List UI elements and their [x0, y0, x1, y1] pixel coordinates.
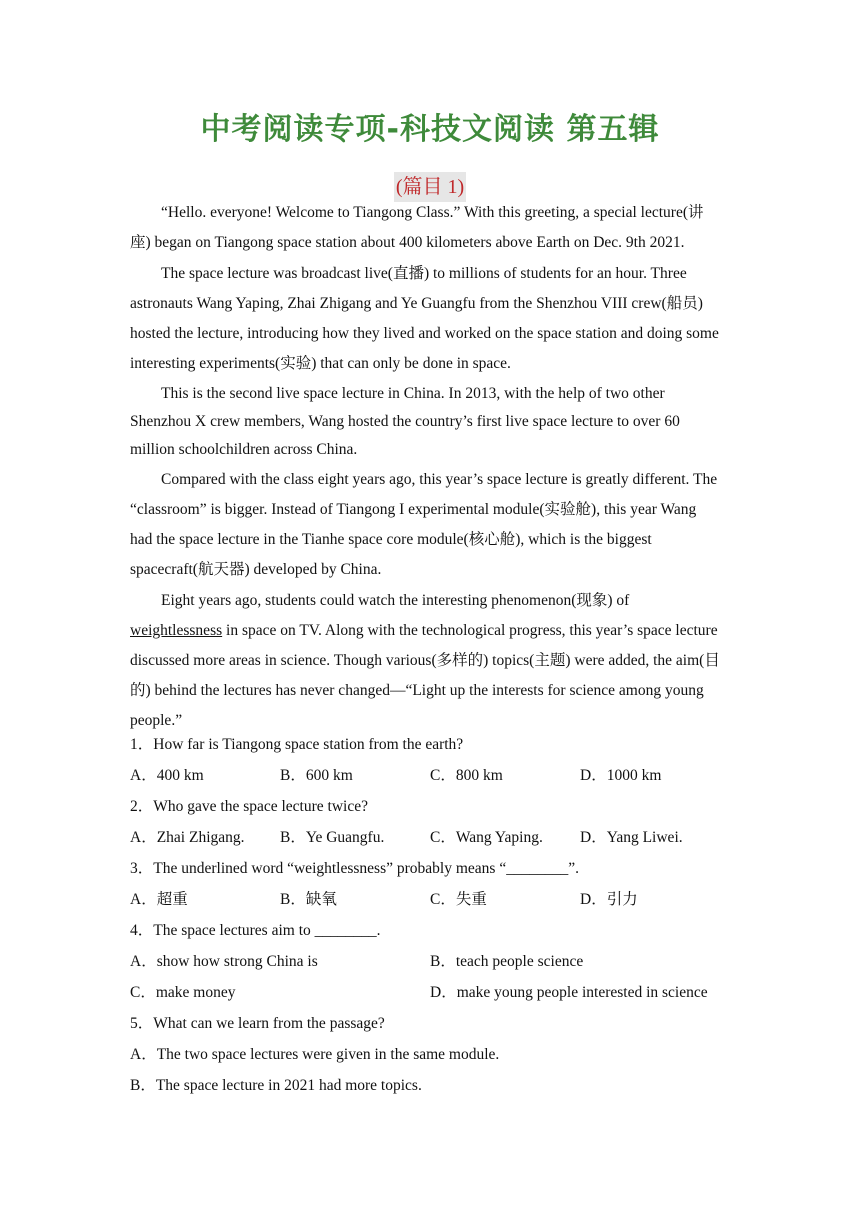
- option-3c: C．失重: [430, 891, 487, 908]
- question-3-options: [130, 884, 730, 915]
- question-2-options: [130, 822, 730, 853]
- question-1-stem: 1．How far is Tiangong space station from the earth?: [130, 736, 464, 753]
- underlined-word: weightlessness: [130, 622, 223, 639]
- option-4c: C．make money: [130, 984, 236, 1001]
- page-title: 中考阅读专项-科技文阅读 第五辑: [200, 112, 660, 147]
- option-1c: C．800 km: [430, 767, 503, 784]
- option-5a: A．The two space lectures were given in the same module.: [130, 1046, 500, 1063]
- question-4-options-row2: [130, 977, 730, 1008]
- reading-passage: [130, 198, 722, 737]
- option-3d: D．引力: [580, 891, 638, 908]
- passage-label: (篇目 1): [394, 172, 466, 202]
- paragraph-4: Compared with the class eight years ago, this year’s space lecture is greatly different. The “classroom” is bigger. Instead of Tiangong I experimental module(实验舱), this year Wang had the space lecture in the Tianhe space core module(核心舱), which is the biggest spacecraft(航天器) developed by China.: [130, 471, 718, 578]
- option-2b: B．Ye Guangfu.: [280, 829, 385, 846]
- paragraph-1: “Hello. everyone! Welcome to Tiangong Class.” With this greeting, a special lecture(讲座) began on Tiangong space station about 400 kilometers above Earth on Dec. 9th 2021.: [130, 204, 704, 251]
- option-1d: D．1000 km: [580, 767, 662, 784]
- paragraph-2: The space lecture was broadcast live(直播) to millions of students for an hour. Three astronauts Wang Yaping, Zhai Zhigang and Ye Guangfu from the Shenzhou VIII crew(船员) hosted the lecture, introducing how they lived and worked on the space station and doing some interesting experiments(实验) that can only be done in space.: [130, 265, 719, 372]
- paragraph-3: This is the second live space lecture in China. In 2013, with the help of two other Shenzhou X crew members, Wang hosted the country’s first live space lecture to over 60 million schoolchildren across China.: [130, 385, 680, 458]
- question-3-stem: 3．The underlined word “weightlessness” probably means “________”.: [130, 860, 579, 877]
- option-1a: A．400 km: [130, 767, 204, 784]
- question-list: [130, 729, 730, 1101]
- option-4b: B．teach people science: [430, 953, 584, 970]
- option-4d: D．make young people interested in science: [430, 984, 708, 1001]
- option-3a: A．超重: [130, 891, 188, 908]
- question-4-options-row1: [130, 946, 730, 977]
- paragraph-5-start: Eight years ago, students could watch the interesting phenomenon(现象) of: [161, 592, 630, 609]
- option-5b: B．The space lecture in 2021 had more topics.: [130, 1077, 422, 1094]
- option-2a: A．Zhai Zhigang.: [130, 829, 245, 846]
- question-2-stem: 2．Who gave the space lecture twice?: [130, 798, 368, 815]
- question-4-stem: 4．The space lectures aim to ________.: [130, 922, 381, 939]
- option-4a: A．show how strong China is: [130, 953, 318, 970]
- option-2d: D．Yang Liwei.: [580, 829, 683, 846]
- option-2c: C．Wang Yaping.: [430, 829, 543, 846]
- question-5-stem: 5．What can we learn from the passage?: [130, 1015, 385, 1032]
- paragraph-5-end: in space on TV. Along with the technological progress, this year’s space lecture discussed more areas in science. Though various(多样的) topics(主题) were added, the aim(目的) behind the lectures has never changed—“Light up the interests for science among young people.”: [130, 622, 720, 729]
- option-1b: B．600 km: [280, 767, 353, 784]
- option-3b: B．缺氧: [280, 891, 337, 908]
- paragraph-5: [130, 586, 722, 736]
- question-1-options: [130, 760, 730, 791]
